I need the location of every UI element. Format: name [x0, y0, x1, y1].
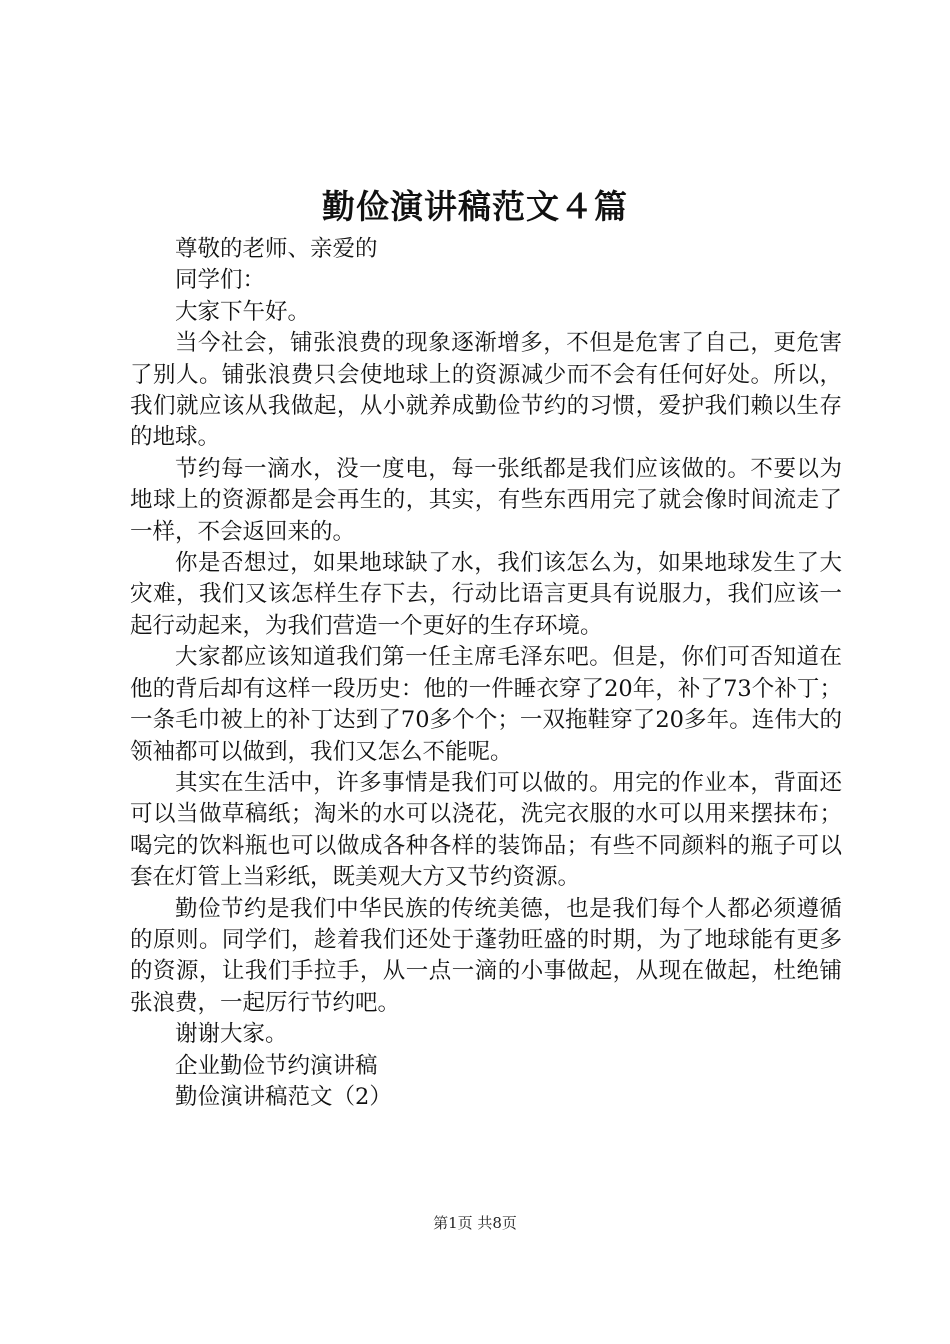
salutation-line-1: 尊敬的老师、亲爱的 [175, 236, 378, 262]
closing: 谢谢大家。 [175, 1021, 288, 1048]
paragraph: 当今社会，铺张浪费的现象逐渐增多，不但是危害了自己，更危害了别人。铺张浪费只会使地球上的资源减少而不会有任何好处。所以，我们就应该从我做起，从小就养成勤俭节约的习惯，爱护我们赖以生存的地球。 [130, 330, 842, 451]
section-heading: 企业勤俭节约演讲稿 [175, 1052, 378, 1079]
paragraph: 节约每一滴水，没一度电，每一张纸都是我们应该做的。不要以为地球上的资源都是会再生的，其实，有些东西用完了就会像时间流走了一样，不会返回来的。 [130, 455, 842, 545]
salutation-line-2: 同学们： [175, 267, 266, 294]
paragraph: 其实在生活中，许多事情是我们可以做的。用完的作业本，背面还可以当做草稿纸；淘米的水可以浇花，洗完衣服的水可以用来摆抹布；喝完的饮料瓶也可以做成各种各样的装饰品；有些不同颜料的瓶子可以套在灯管上当彩纸，既美观大方又节约资源。 [130, 769, 842, 891]
greeting: 大家下午好。 [175, 298, 311, 325]
document-title: 勤俭演讲稿范文４篇 [322, 187, 628, 226]
document-body [130, 234, 842, 1113]
page-footer: 第1页 共8页 [433, 1214, 517, 1232]
paragraph: 勤俭节约是我们中华民族的传统美德，也是我们每个人都必须遵循的原则。同学们，趁着我们还处于蓬勃旺盛的时期，为了地球能有更多的资源，让我们手拉手，从一点一滴的小事做起，从现在做起，杜绝铺张浪费，一起厉行节约吧。 [130, 895, 842, 1016]
paragraph: 你是否想过，如果地球缺了水，我们该怎么为，如果地球发生了大灾难，我们又该怎样生存下去，行动比语言更具有说服力，我们应该一起行动起来，为我们营造一个更好的生存环境。 [130, 550, 842, 639]
paragraph: 大家都应该知道我们第一任主席毛泽东吧。但是，你们可否知道在他的背后却有这样一段历史：他的一件睡衣穿了20年，补了73个补丁；一条毛巾被上的补丁达到了70多个个；一双拖鞋穿了20多年。连伟大的领袖都可以做到，我们又怎么不能呢。 [130, 644, 842, 765]
section-heading: 勤俭演讲稿范文（2） [175, 1083, 392, 1110]
